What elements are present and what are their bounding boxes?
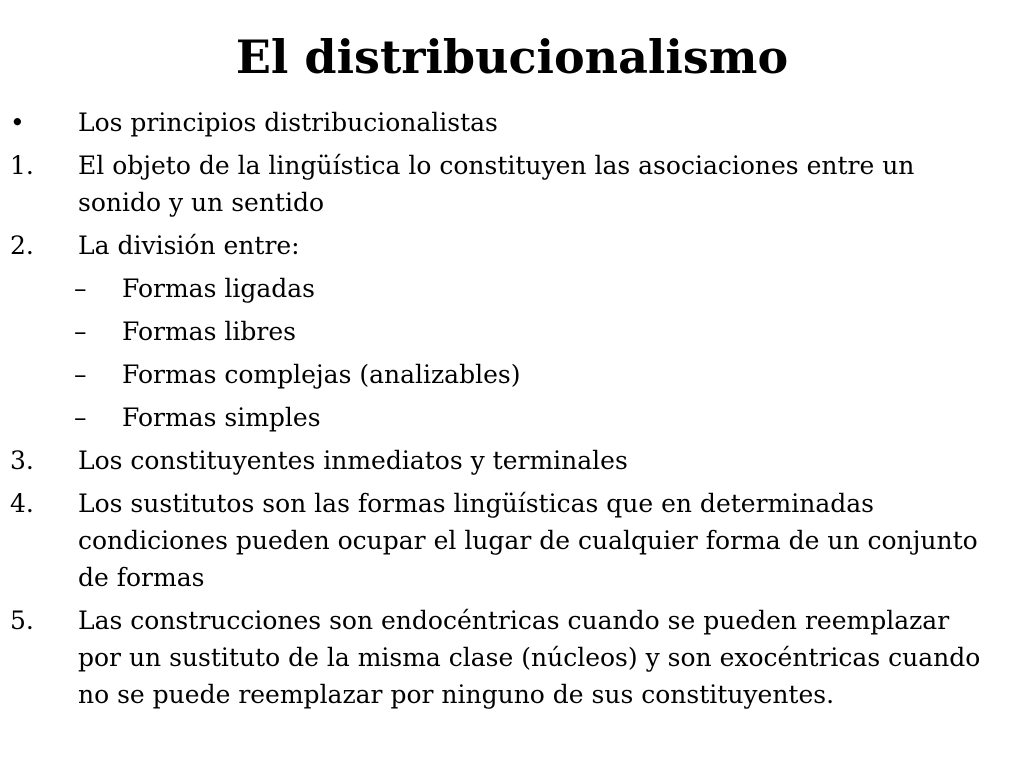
sub-item-text: Formas ligadas — [122, 274, 316, 303]
sub-item-ligadas — [0, 270, 1024, 307]
principle-4 — [0, 485, 1024, 596]
slide-title: El distribucionalismo — [235, 30, 789, 84]
number-marker: 3. — [10, 446, 34, 475]
principle-5 — [0, 602, 1024, 713]
sub-item-text: Formas simples — [122, 403, 321, 432]
dash-marker: – — [74, 403, 87, 432]
principle-text: Los sustitutos son las formas lingüísticas que en determinadas condiciones pueden ocupar el lugar de cualquier forma de un conjunto de formas — [78, 489, 978, 592]
principle-2 — [0, 227, 1024, 264]
number-marker: 4. — [10, 489, 34, 518]
principle-text: Los constituyentes inmediatos y terminales — [78, 446, 628, 475]
principle-3 — [0, 442, 1024, 479]
sub-item-text: Formas complejas (analizables) — [122, 360, 521, 389]
dash-marker: – — [74, 274, 87, 303]
principle-text: El objeto de la lingüística lo constituyen las asociaciones entre un sonido y un sentido — [78, 151, 915, 217]
dash-marker: – — [74, 360, 87, 389]
principle-text: Las construcciones son endocéntricas cuando se pueden reemplazar por un sustituto de la misma clase (núcleos) y son exocéntricas cuando no se puede reemplazar por ninguno de sus constituyentes. — [78, 606, 981, 709]
bullet-text: Los principios distribucionalistas — [78, 108, 498, 137]
sub-item-complejas — [0, 356, 1024, 393]
number-marker: 2. — [10, 231, 34, 260]
bullet-marker: • — [10, 108, 25, 137]
sub-item-simples — [0, 399, 1024, 436]
number-marker: 1. — [10, 151, 34, 180]
principle-1 — [0, 147, 1024, 221]
bullet-intro — [0, 104, 1024, 141]
dash-marker: – — [74, 317, 87, 346]
number-marker: 5. — [10, 606, 34, 635]
sub-item-text: Formas libres — [122, 317, 296, 346]
sub-item-libres — [0, 313, 1024, 350]
slide-content — [0, 104, 1024, 713]
principle-text: La división entre: — [78, 231, 300, 260]
